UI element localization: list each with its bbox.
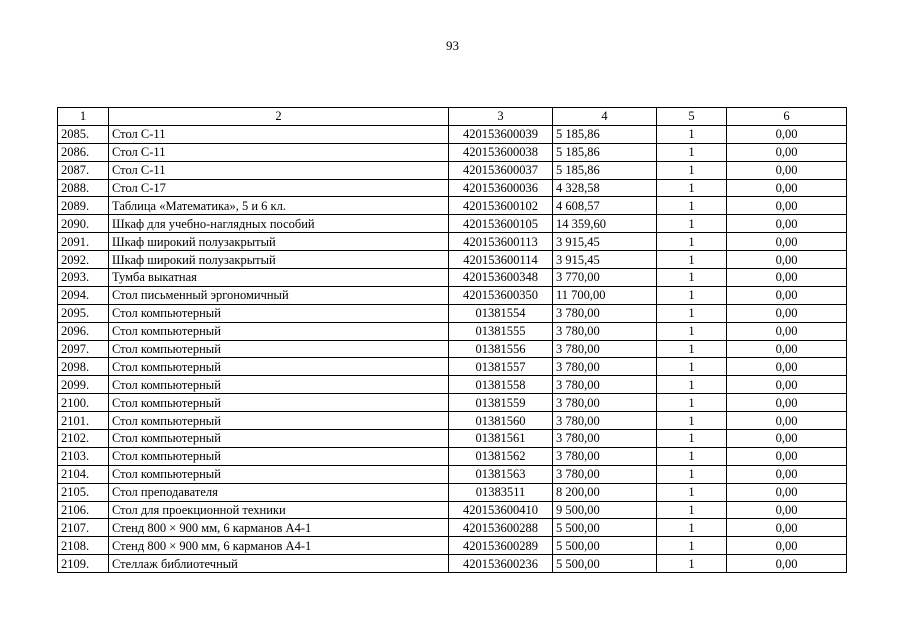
item-quantity-cell: 1	[657, 179, 727, 197]
row-number-cell: 2095.	[58, 304, 109, 322]
row-number-cell: 2093.	[58, 269, 109, 287]
item-name-cell: Стол С-11	[109, 125, 449, 143]
item-price-cell: 3 780,00	[553, 430, 657, 448]
item-price-cell: 3 780,00	[553, 358, 657, 376]
item-name-cell: Стол компьютерный	[109, 447, 449, 465]
table-row	[58, 430, 847, 448]
inventory-code-cell: 420153600113	[449, 233, 553, 251]
inventory-code-cell: 420153600102	[449, 197, 553, 215]
item-quantity-cell: 1	[657, 251, 727, 269]
item-name-cell: Стол С-17	[109, 179, 449, 197]
table-row	[58, 197, 847, 215]
inventory-code-cell: 420153600288	[449, 519, 553, 537]
residual-value-cell: 0,00	[727, 125, 847, 143]
table-row	[58, 251, 847, 269]
residual-value-cell: 0,00	[727, 233, 847, 251]
row-number-cell: 2100.	[58, 394, 109, 412]
inventory-code-cell: 420153600039	[449, 125, 553, 143]
item-quantity-cell: 1	[657, 519, 727, 537]
inventory-code-cell: 420153600350	[449, 286, 553, 304]
residual-value-cell: 0,00	[727, 251, 847, 269]
inventory-code-cell: 420153600236	[449, 555, 553, 573]
table-row	[58, 519, 847, 537]
item-quantity-cell: 1	[657, 465, 727, 483]
item-quantity-cell: 1	[657, 412, 727, 430]
column-header-6: 6	[727, 108, 847, 126]
row-number-cell: 2092.	[58, 251, 109, 269]
column-header-4: 4	[553, 108, 657, 126]
table-body	[58, 125, 847, 572]
residual-value-cell: 0,00	[727, 269, 847, 287]
inventory-code-cell: 01381559	[449, 394, 553, 412]
residual-value-cell: 0,00	[727, 376, 847, 394]
inventory-code-cell: 420153600348	[449, 269, 553, 287]
inventory-code-cell: 01381563	[449, 465, 553, 483]
row-number-cell: 2108.	[58, 537, 109, 555]
row-number-cell: 2085.	[58, 125, 109, 143]
item-quantity-cell: 1	[657, 555, 727, 573]
table-row	[58, 483, 847, 501]
item-price-cell: 5 185,86	[553, 143, 657, 161]
row-number-cell: 2087.	[58, 161, 109, 179]
item-price-cell: 3 915,45	[553, 251, 657, 269]
row-number-cell: 2094.	[58, 286, 109, 304]
item-quantity-cell: 1	[657, 430, 727, 448]
item-quantity-cell: 1	[657, 233, 727, 251]
item-name-cell: Шкаф для учебно-наглядных пособий	[109, 215, 449, 233]
item-price-cell: 3 780,00	[553, 465, 657, 483]
item-price-cell: 5 500,00	[553, 555, 657, 573]
row-number-cell: 2105.	[58, 483, 109, 501]
item-price-cell: 3 780,00	[553, 447, 657, 465]
item-quantity-cell: 1	[657, 358, 727, 376]
inventory-code-cell: 01381562	[449, 447, 553, 465]
residual-value-cell: 0,00	[727, 358, 847, 376]
inventory-table	[57, 107, 847, 573]
residual-value-cell: 0,00	[727, 322, 847, 340]
item-quantity-cell: 1	[657, 143, 727, 161]
item-name-cell: Стол компьютерный	[109, 394, 449, 412]
table-row	[58, 412, 847, 430]
item-name-cell: Стол компьютерный	[109, 465, 449, 483]
item-price-cell: 3 915,45	[553, 233, 657, 251]
table-row	[58, 394, 847, 412]
residual-value-cell: 0,00	[727, 143, 847, 161]
item-quantity-cell: 1	[657, 376, 727, 394]
item-quantity-cell: 1	[657, 215, 727, 233]
item-name-cell: Шкаф широкий полузакрытый	[109, 251, 449, 269]
row-number-cell: 2089.	[58, 197, 109, 215]
item-name-cell: Стол компьютерный	[109, 430, 449, 448]
row-number-cell: 2088.	[58, 179, 109, 197]
residual-value-cell: 0,00	[727, 537, 847, 555]
row-number-cell: 2098.	[58, 358, 109, 376]
inventory-code-cell: 420153600105	[449, 215, 553, 233]
item-quantity-cell: 1	[657, 197, 727, 215]
inventory-code-cell: 01383511	[449, 483, 553, 501]
inventory-code-cell: 420153600036	[449, 179, 553, 197]
item-price-cell: 3 780,00	[553, 322, 657, 340]
item-quantity-cell: 1	[657, 447, 727, 465]
item-price-cell: 11 700,00	[553, 286, 657, 304]
item-quantity-cell: 1	[657, 394, 727, 412]
item-name-cell: Стол С-11	[109, 143, 449, 161]
item-name-cell: Стеллаж библиотечный	[109, 555, 449, 573]
item-price-cell: 3 780,00	[553, 412, 657, 430]
row-number-cell: 2090.	[58, 215, 109, 233]
table-row	[58, 465, 847, 483]
table-row	[58, 179, 847, 197]
item-name-cell: Стол компьютерный	[109, 358, 449, 376]
row-number-cell: 2106.	[58, 501, 109, 519]
row-number-cell: 2086.	[58, 143, 109, 161]
table-row	[58, 447, 847, 465]
item-quantity-cell: 1	[657, 322, 727, 340]
item-price-cell: 3 770,00	[553, 269, 657, 287]
residual-value-cell: 0,00	[727, 555, 847, 573]
residual-value-cell: 0,00	[727, 412, 847, 430]
residual-value-cell: 0,00	[727, 340, 847, 358]
table-row	[58, 215, 847, 233]
item-price-cell: 9 500,00	[553, 501, 657, 519]
table-row	[58, 143, 847, 161]
column-header-5: 5	[657, 108, 727, 126]
inventory-code-cell: 01381556	[449, 340, 553, 358]
column-header-1: 1	[58, 108, 109, 126]
item-name-cell: Стол компьютерный	[109, 340, 449, 358]
item-name-cell: Стол письменный эргономичный	[109, 286, 449, 304]
row-number-cell: 2099.	[58, 376, 109, 394]
item-price-cell: 5 185,86	[553, 161, 657, 179]
item-name-cell: Таблица «Математика», 5 и 6 кл.	[109, 197, 449, 215]
inventory-code-cell: 01381558	[449, 376, 553, 394]
item-name-cell: Стол компьютерный	[109, 304, 449, 322]
inventory-code-cell: 420153600038	[449, 143, 553, 161]
table-row	[58, 555, 847, 573]
item-quantity-cell: 1	[657, 286, 727, 304]
row-number-cell: 2104.	[58, 465, 109, 483]
column-header-2: 2	[109, 108, 449, 126]
table-row	[58, 304, 847, 322]
table-row	[58, 340, 847, 358]
table-row	[58, 358, 847, 376]
item-name-cell: Шкаф широкий полузакрытый	[109, 233, 449, 251]
table-row	[58, 269, 847, 287]
row-number-cell: 2102.	[58, 430, 109, 448]
residual-value-cell: 0,00	[727, 394, 847, 412]
item-name-cell: Стол для проекционной техники	[109, 501, 449, 519]
table-row	[58, 322, 847, 340]
row-number-cell: 2107.	[58, 519, 109, 537]
item-name-cell: Стенд 800 × 900 мм, 6 карманов А4-1	[109, 537, 449, 555]
item-quantity-cell: 1	[657, 501, 727, 519]
table-row	[58, 233, 847, 251]
row-number-cell: 2109.	[58, 555, 109, 573]
row-number-cell: 2096.	[58, 322, 109, 340]
residual-value-cell: 0,00	[727, 197, 847, 215]
item-price-cell: 4 608,57	[553, 197, 657, 215]
item-price-cell: 5 185,86	[553, 125, 657, 143]
residual-value-cell: 0,00	[727, 483, 847, 501]
item-quantity-cell: 1	[657, 161, 727, 179]
residual-value-cell: 0,00	[727, 161, 847, 179]
item-price-cell: 4 328,58	[553, 179, 657, 197]
inventory-code-cell: 01381560	[449, 412, 553, 430]
table-header-row	[58, 108, 847, 126]
item-quantity-cell: 1	[657, 483, 727, 501]
inventory-code-cell: 01381557	[449, 358, 553, 376]
residual-value-cell: 0,00	[727, 465, 847, 483]
item-name-cell: Стол компьютерный	[109, 322, 449, 340]
residual-value-cell: 0,00	[727, 447, 847, 465]
item-price-cell: 3 780,00	[553, 376, 657, 394]
inventory-code-cell: 420153600410	[449, 501, 553, 519]
item-price-cell: 8 200,00	[553, 483, 657, 501]
table-row	[58, 537, 847, 555]
item-name-cell: Тумба выкатная	[109, 269, 449, 287]
item-price-cell: 14 359,60	[553, 215, 657, 233]
item-name-cell: Стол С-11	[109, 161, 449, 179]
item-price-cell: 5 500,00	[553, 519, 657, 537]
item-price-cell: 3 780,00	[553, 394, 657, 412]
inventory-code-cell: 01381561	[449, 430, 553, 448]
row-number-cell: 2091.	[58, 233, 109, 251]
item-quantity-cell: 1	[657, 269, 727, 287]
item-name-cell: Стол компьютерный	[109, 376, 449, 394]
item-name-cell: Стол преподавателя	[109, 483, 449, 501]
table-row	[58, 376, 847, 394]
inventory-code-cell: 01381555	[449, 322, 553, 340]
inventory-code-cell: 420153600037	[449, 161, 553, 179]
residual-value-cell: 0,00	[727, 519, 847, 537]
row-number-cell: 2103.	[58, 447, 109, 465]
residual-value-cell: 0,00	[727, 501, 847, 519]
table-row	[58, 501, 847, 519]
item-price-cell: 3 780,00	[553, 304, 657, 322]
inventory-code-cell: 420153600114	[449, 251, 553, 269]
item-quantity-cell: 1	[657, 340, 727, 358]
item-quantity-cell: 1	[657, 125, 727, 143]
row-number-cell: 2097.	[58, 340, 109, 358]
inventory-code-cell: 01381554	[449, 304, 553, 322]
row-number-cell: 2101.	[58, 412, 109, 430]
residual-value-cell: 0,00	[727, 430, 847, 448]
item-price-cell: 5 500,00	[553, 537, 657, 555]
item-quantity-cell: 1	[657, 304, 727, 322]
item-quantity-cell: 1	[657, 537, 727, 555]
table-row	[58, 161, 847, 179]
item-price-cell: 3 780,00	[553, 340, 657, 358]
residual-value-cell: 0,00	[727, 304, 847, 322]
page-number: 93	[446, 38, 459, 53]
residual-value-cell: 0,00	[727, 215, 847, 233]
table-row	[58, 125, 847, 143]
item-name-cell: Стол компьютерный	[109, 412, 449, 430]
table-row	[58, 286, 847, 304]
column-header-3: 3	[449, 108, 553, 126]
residual-value-cell: 0,00	[727, 179, 847, 197]
residual-value-cell: 0,00	[727, 286, 847, 304]
inventory-code-cell: 420153600289	[449, 537, 553, 555]
item-name-cell: Стенд 800 × 900 мм, 6 карманов А4-1	[109, 519, 449, 537]
